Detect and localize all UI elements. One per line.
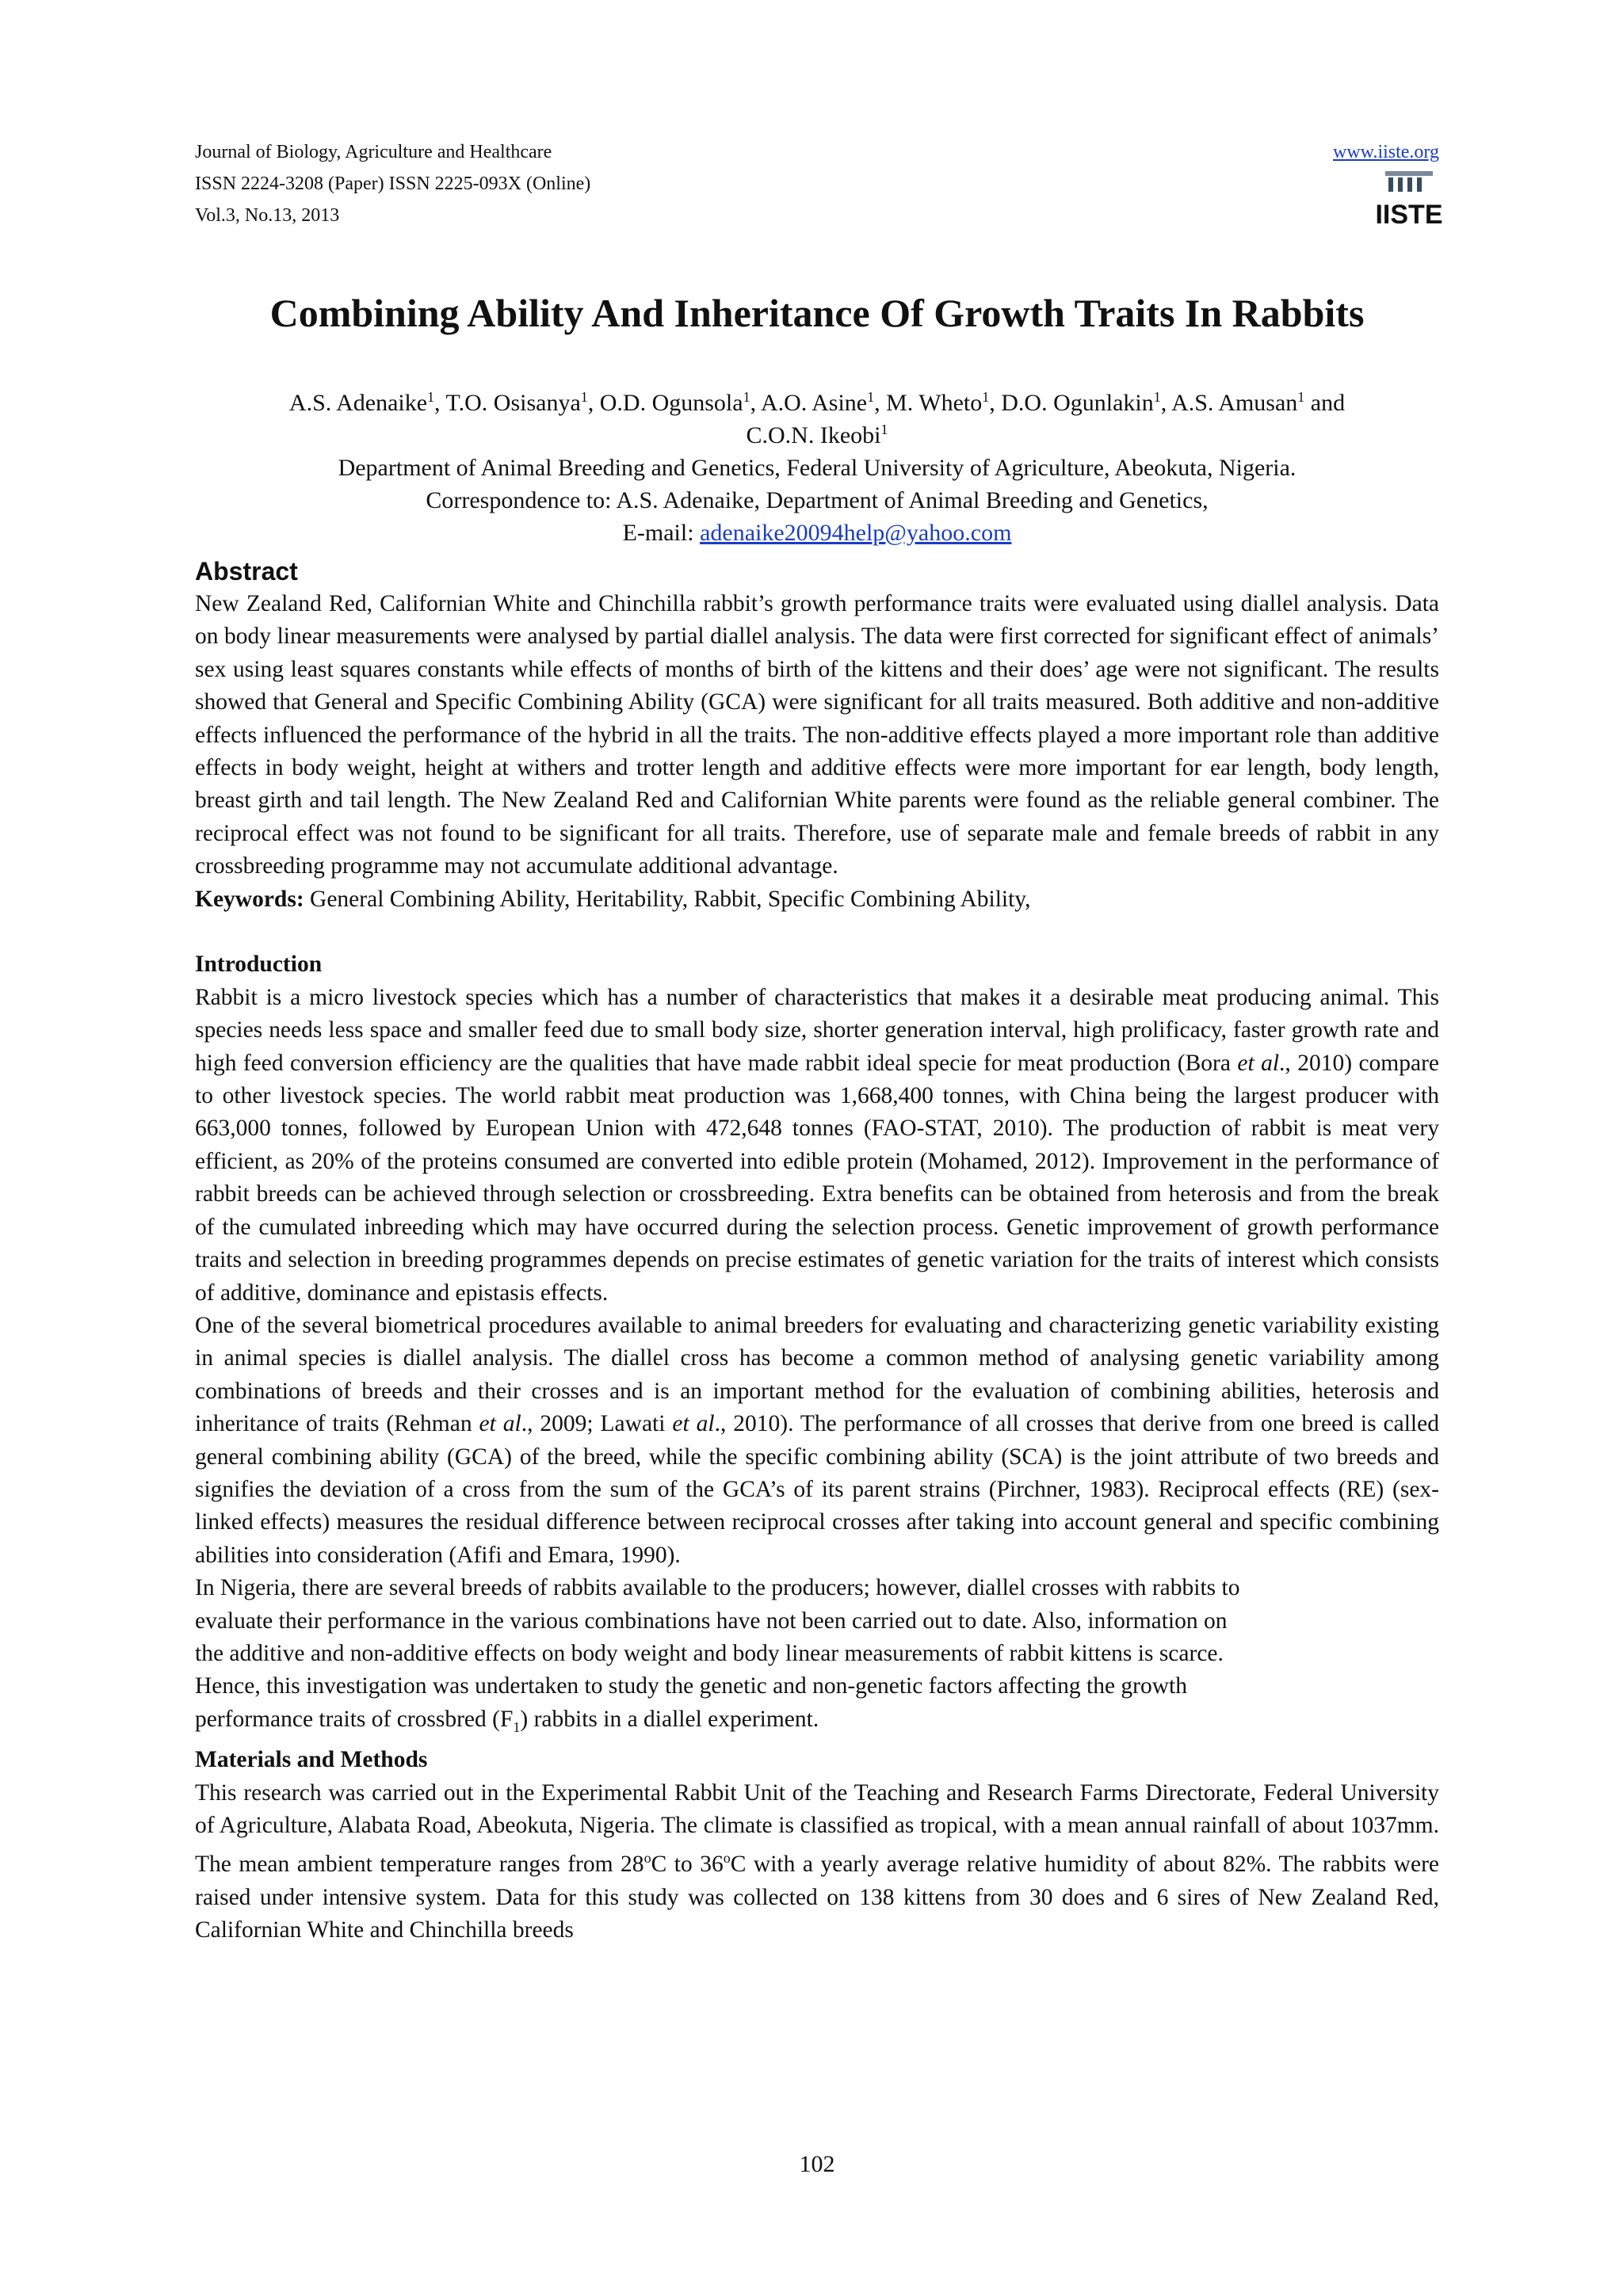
methods-paragraph: This research was carried out in the Experimental Rabbit Unit of the Teaching and Research Farms Directorate, Federal University of Agriculture, Alabata Road, Abeokuta, Nigeria. The climate is classified as tropical, with a mean annual rainfall of about 1037mm. The mean ambient temperature ranges from 28$^o$C to 36$^o$C with a yearly average relative humidity of about 82%. The rabbits were raised under intensive system. Data for this study was collected on 138 kittens from 30 does and 6 sires of New Zealand Red, Californian White and Chinchilla breeds (195, 1779, 1439, 1943)
affiliation: Department of Animal Breeding and Genetics, Federal University of Agriculture, Abeokuta, Nigeria. (338, 455, 1296, 481)
author-affiliation-mark: 1 (880, 421, 888, 437)
journal-name: Journal of Biology, Agriculture and Healthcare (195, 142, 552, 162)
author-separator: , (874, 390, 887, 416)
correspondence: Correspondence to: A.S. Adenaike, Department of Animal Breeding and Genetics, (426, 487, 1209, 513)
author-name: M. Wheto (886, 390, 983, 416)
author-separator: , (750, 390, 761, 416)
intro-paragraph-2: One of the several biometrical procedures available to animal breeders for evaluating and characterizing genetic variability existing in animal species is diallel analysis. The diallel cross has become a common method of analysing genetic variability among combinations of breeds and their crosses and is an important method for the evaluation of combining abilities, heterosis and inheritance of traits (Rehman et al., 2009; Lawati et al., 2010). The performance of all crosses that derive from one breed is called general combining ability (GCA) of the breed, while the specific combining ability (SCA) is the joint attribute of two breeds and signifies the deviation of a cross from the sum of the GCA’s of its parent strains (Pirchner, 1983). Reciprocal effects (RE) (sex-linked effects) measures the residual difference between reciprocal crosses after taking into account general and specific combining abilities into consideration (Afifi and Emara, 1990). (195, 1312, 1439, 1568)
author-name: O.D. Ogunsola (599, 390, 743, 416)
intro-paragraph-1: Rabbit is a micro livestock species which has a number of characteristics that makes it a desirable meat producing animal. This species needs less space and smaller feed due to small body size, shorter generation interval, high prolificacy, faster growth rate and high feed conversion efficiency are the qualities that have made rabbit ideal specie for meat production (Bora et al., 2010) compare to other livestock species. The world rabbit meat production was 1,668,400 tonnes, with China being the largest producer with 663,000 tonnes, followed by European Union with 472,648 tonnes (FAO-STAT, 2010). The production of rabbit is meat very efficient, as 20% of the proteins consumed are converted into edible protein (Mohamed, 2012). Improvement in the performance of rabbit breeds can be achieved through selection or crossbreeding. Extra benefits can be obtained from heterosis and from the break of the cumulated inbreeding which may have occurred during the selection process. Genetic improvement of growth performance traits and selection in breeding programmes depends on precise estimates of genetic variation for the traits of interest which consists of additive, dominance and epistasis effects. (195, 984, 1439, 1306)
author-affiliation-mark: 1 (580, 389, 588, 405)
paper-body (195, 588, 1439, 1947)
paper-title: Combining Ability And Inheritance Of Growth Traits In Rabbits (269, 291, 1365, 335)
journal-issn: ISSN 2224-3208 (Paper) ISSN 2225-093X (Online) (195, 174, 591, 194)
introduction-heading: Introduction (195, 952, 323, 978)
author-name: A.O. Asine (760, 390, 868, 416)
author-separator: , (587, 390, 600, 416)
logo-text: IISTE (1375, 200, 1443, 230)
keywords-text: General Combining Ability, Heritability, Rabbit, Specific Combining Ability, (304, 886, 1031, 912)
intro-paragraph-3: In Nigeria, there are several breeds of rabbits available to the producers; however, diallel crosses with rabbits to evaluate their performance in the various combinations have not been carried out to date. Also, information on the additive and non-additive effects on body weight and body linear measurements of rabbit kittens is scarce. Hence, this investigation was undertaken to study the genetic and non-genetic factors affecting the growth performance traits of crossbred $(F_1)$ rabbits in a diallel experiment. (195, 1575, 1240, 1735)
author-separator: , (989, 390, 1002, 416)
keywords-line (195, 883, 1439, 916)
email-line (195, 517, 1439, 549)
author-list (195, 387, 1439, 452)
author-affiliation-mark: 1 (1297, 389, 1305, 405)
email-label: E-mail: (622, 520, 701, 546)
author-separator: and (1304, 390, 1346, 416)
methods-heading: Materials and Methods (195, 1747, 428, 1773)
author-separator: , (434, 390, 446, 416)
journal-header (195, 136, 1443, 231)
author-affiliation-mark: 1 (1153, 389, 1161, 405)
author-affiliation-mark: 1 (743, 389, 750, 405)
keywords-label: Keywords: (195, 886, 304, 912)
abstract-heading: Abstract (195, 557, 298, 585)
email-link[interactable]: adenaike20094help@yahoo.com (700, 520, 1012, 546)
author-name: A.S. Amusan (1171, 390, 1298, 416)
author-affiliation-mark: 1 (427, 389, 435, 405)
author-name: A.S. Adenaike (288, 390, 428, 416)
author-name: T.O. Osisanya (445, 390, 581, 416)
journal-volume: Vol.3, No.13, 2013 (195, 205, 340, 226)
page-number: 102 (799, 2151, 835, 2177)
section-gap (195, 916, 1439, 948)
author-name: D.O. Ogunlakin (1001, 390, 1154, 416)
author-block (195, 387, 1439, 549)
abstract-text: New Zealand Red, Californian White and Chinchilla rabbit’s growth performance traits were evaluated using diallel analysis. Data on body linear measurements were analysed by partial diallel analysis. The data were first corrected for significant effect of animals’ sex using least squares constants while effects of months of birth of the kittens and their does’ age were not significant. The results showed that General and Specific Combining Ability (GCA) were significant for all traits measured. Both additive and non-additive effects influenced the performance of the hybrid in all the traits. The non-additive effects played a more important role than additive effects in body weight, height at withers and trotter length and additive effects were more important for ear length, body length, breast girth and tail length. The New Zealand Red and Californian White parents were found as the reliable general combiner. The reciprocal effect was not found to be significant for all traits. Therefore, use of separate male and female breeds of rabbit in any crossbreeding programme may not accumulate additional advantage. (195, 591, 1439, 879)
author-name: C.O.N. Ikeobi (746, 422, 881, 448)
author-affiliation-mark: 1 (867, 389, 875, 405)
author-separator: , (1160, 390, 1172, 416)
iiste-logo (1375, 170, 1443, 231)
journal-website-link[interactable]: www.iiste.org (1333, 142, 1439, 162)
author-affiliation-mark: 1 (982, 389, 990, 405)
